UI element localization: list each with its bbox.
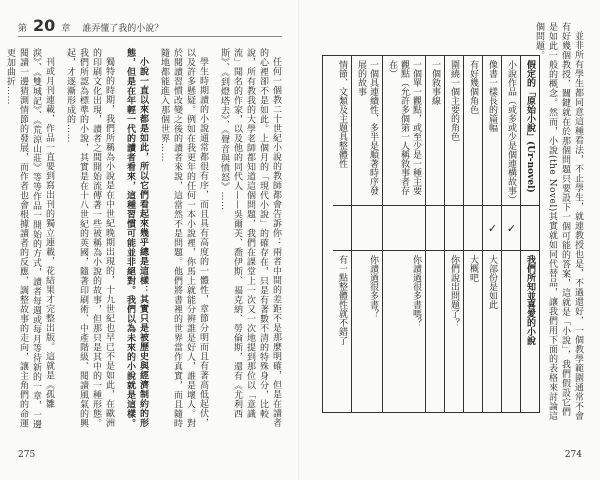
chapter-label: 第 (18, 24, 28, 34)
row-original: 情節、文類及主題具整體性 (333, 56, 351, 206)
paragraph: 學生時期讀的小說通常都很有序，而且具有高度的一體性，章節分明而且有著高低起伏，以及許多懸疑。例如在我更年的任何一本小說裡，你馬上就能分辨誰是好人，誰是壞人。對於閱讀習慣改變之後的讀者來說，這當然不是問題。他們將書裡的世界當作真實，而且隨時隨地都能進入那個世界…… (159, 48, 208, 428)
right-intro-text (534, 22, 584, 422)
table-row (425, 56, 444, 412)
table-row (482, 56, 501, 412)
table-header-left: 假定的「原始小說」(Ur-novel) (521, 56, 539, 206)
row-check (464, 206, 482, 251)
page-number-left: 275 (18, 450, 36, 460)
row-known: 大部份是如此 (487, 255, 497, 309)
left-body-text (5, 48, 282, 432)
row-check (352, 206, 382, 251)
table-row (382, 56, 425, 412)
page-number-right: 274 (564, 450, 582, 460)
row-check: ✓ (502, 206, 520, 251)
chapter-title: 誰弄懂了我的小說？ (82, 24, 164, 34)
row-original: 小說作品（或多或少是個連構故事） (502, 56, 520, 206)
row-known: 大概吧 (468, 255, 478, 282)
table-row (333, 56, 351, 412)
right-page (300, 0, 600, 480)
row-known: 有一點整體性就不錯了 (337, 255, 347, 345)
row-original: 圍繞一個主要的角色 (445, 56, 463, 206)
row-check (383, 206, 425, 251)
table-row (501, 56, 520, 412)
table-row (351, 56, 382, 412)
row-check (445, 206, 463, 251)
comparison-table (322, 55, 540, 413)
row-known: 你們說出問題了？ (449, 255, 459, 327)
row-check (333, 206, 351, 251)
row-original: 一個單一觀點，或至少是一種主要觀點（允許多個第一人稱敘事者存在） (383, 56, 425, 206)
paragraph: 獨特的時期，我們所稱為小說是在中世紀晚期出現的，十九世紀也早已不是如此，在歐洲的印刷文化出現，讀者之間開始流傳著一些被稱為小說的故事，但那只是其中的一種形態。我們所認為標準的小說，其實是在十八世紀的英國，隨著印刷術、中產階級、閱讀風氣的興起，才逐漸形成的…… (65, 48, 114, 428)
paragraph: 刊或月刊連載，作品一直要到寫出刊的獨立連載，花結果才完整出版。這就是《孤雛淚》、《雙城記》、《荒涼山莊》等等作品一開始的方式，讀者每週或每月等待新的一章，一邊閱讀一邊猜測情節的發展，而作者也會根據讀者的反應，調整故事的走向，讓主角們的命運更加曲折…… (5, 48, 54, 429)
running-header (18, 16, 163, 35)
chapter-number: 20 (33, 16, 56, 35)
paragraph: 並非所有學生都同意這種看法，不止學生，就連教授也是，不過還好，一個教學範圍通常不會有好幾個教授，關鍵就在於那個問題只要設下一個可能的答案，這就是「小說」，我們假設它們是如此一般的概念。然而，小說(the Novel)其實就如同代替品，讓我們用下面的表格來討論這個問題。 (534, 22, 583, 421)
table-header-right: 我們所知並喜愛的小說 (525, 255, 535, 345)
paragraph-emphasis: 小說一直以來都是如此，所以它們看起來幾乎總是這樣：其實只是被歷史與經濟制約的形態，但是在年輕一代的讀者看來，這種習慣可能並非絕對。我們以為未來的小說就是這樣。 (125, 48, 148, 428)
row-known (426, 251, 444, 412)
row-known (502, 251, 520, 412)
table-row (463, 56, 482, 412)
table-header-column (520, 56, 539, 412)
row-original: 一個敘事線 (426, 56, 444, 206)
row-original: 一個具連續性、多半是順著時序發展的故事 (352, 56, 382, 206)
row-original: 像書一樣長的篇幅 (483, 56, 501, 206)
row-check (426, 206, 444, 251)
paragraph: 任何一個教二十世紀小說的教師都會告訴你：兩者中間的差距不是那麼明確，但是在讀者的心裡卻不是如此。上個月的「現代小說」的確存在，只是有著數不清的特殊身分，比較說，所有教我的大學老師都知道這個問題，我們在課堂上一次又一次地提到那位以「意識流」聞名的作家，以及他的同代人——吳爾芙、喬伊斯、福克納、勞倫斯，還有《尤利西斯》、《到燈塔去》、《聲音與憤怒》…… (219, 48, 281, 428)
chapter-label-suffix: 章 (61, 24, 71, 34)
header-rule (18, 36, 282, 37)
row-known: 你讀過很多書？ (368, 255, 378, 318)
table-header-check (521, 206, 539, 251)
row-original: 有好幾個角色 (464, 56, 482, 206)
row-known: 你讀過很多書嗎？ (411, 255, 421, 327)
table-row (444, 56, 463, 412)
row-check: ✓ (483, 206, 501, 251)
